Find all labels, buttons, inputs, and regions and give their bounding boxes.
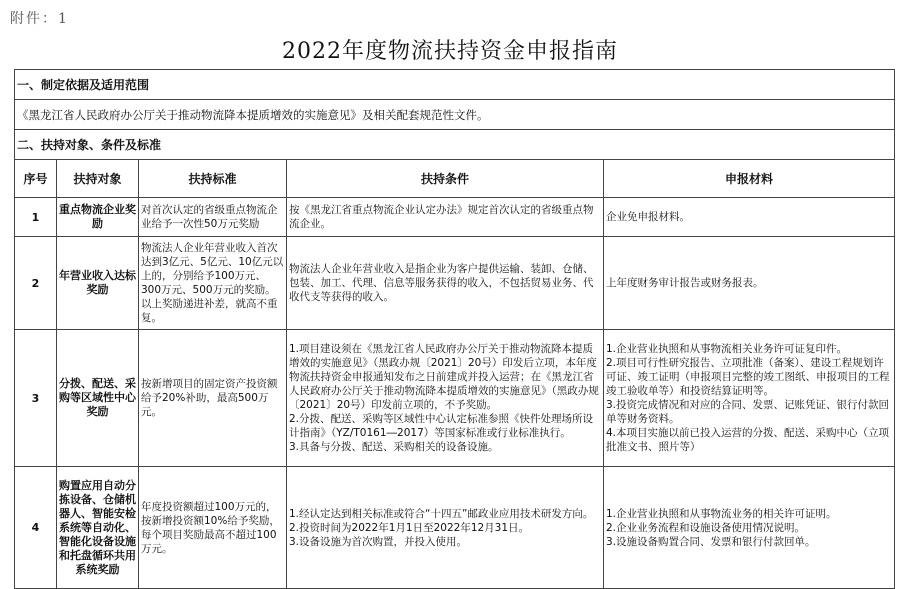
material-item: 4.本项目实施以前已投入运营的分拨、配送、采购中心（立项批准文书、照片等） — [606, 427, 890, 453]
row-standard: 对首次认定的省级重点物流企业给予一次性50万元奖励 — [139, 198, 287, 237]
material-item: 上年度财务审计报告或财务报表。 — [606, 277, 764, 289]
row-standard: 物流法人企业年营业收入首次达到3亿元、5亿元、10亿元以上的，分别给予100万元、300万元、500万元的奖励。以上奖励递进补差，就高不重复。 — [139, 237, 287, 330]
row-target: 购置应用自动分拣设备、仓储机器人、智能安检系统等自动化、智能化设备设施和托盘循环共用系统奖励 — [57, 467, 139, 589]
section1-basis-text: 《黑龙江省人民政府办公厅关于推动物流降本提质增效的实施意见》及相关配套规范性文件。 — [15, 100, 895, 130]
row-standard: 年度投资额超过100万元的，按新增投资额10%给予奖励，每个项目奖励最高不超过100万元。 — [139, 467, 287, 589]
section2-heading: 二、扶持对象、条件及标准 — [15, 130, 895, 160]
row-conditions — [287, 198, 604, 237]
row-materials — [604, 330, 895, 467]
condition-item: 按《黑龙江省重点物流企业认定办法》规定首次认定的省级重点物流企业。 — [289, 204, 594, 230]
material-item: 3.设施设备购置合同、发票和银行付款回单。 — [606, 535, 816, 548]
row-materials — [604, 198, 895, 237]
header-target: 扶持对象 — [57, 160, 139, 198]
header-standard: 扶持标准 — [139, 160, 287, 198]
condition-item: 2.分拨、配送、采购等区域性中心认定标准参照《快件处理场所设计指南》（YZ/T0161―2017）等国家标准或行业标准执行。 — [289, 413, 594, 439]
material-item: 1.企业营业执照和从事物流相关业务许可证复印件。 — [606, 343, 848, 355]
condition-item: 3.设备设施为首次购置，并投入使用。 — [289, 535, 468, 548]
material-item: 2.项目可行性研究报告、立项批准（备案）、建设工程规划许可证、竣工证明（申报项目完整的竣工图纸、申报项目的工程竣工验收单等）和投资结算证明等。 — [606, 357, 890, 397]
table-row — [15, 237, 895, 330]
row-conditions — [287, 237, 604, 330]
condition-item: 2.投资时间为2022年1月1日至2022年12月31日。 — [289, 521, 530, 534]
row-materials — [604, 237, 895, 330]
material-item: 企业免申报材料。 — [606, 211, 690, 223]
condition-item: 1.项目建设须在《黑龙江省人民政府办公厅关于推动物流降本提质增效的实施意见》（黑政办规〔2021〕20号）印发后立项，本年度物流扶持资金申报通知发布之日前建成并投入运营；在《黑龙江省人民政府办公厅关于推动物流降本提质增效的实施意见》（黑政办规〔2021〕20号）印发前立项的，不予奖励。 — [289, 343, 599, 411]
attachment-label: 附件：1 — [10, 11, 69, 27]
row-target: 年营业收入达标奖励 — [57, 237, 139, 330]
header-conditions: 扶持条件 — [287, 160, 604, 198]
table-row — [15, 330, 895, 467]
header-no: 序号 — [15, 160, 57, 198]
row-number: 2 — [15, 237, 57, 330]
section1-heading: 一、制定依据及适用范围 — [15, 70, 895, 100]
table-row — [15, 198, 895, 237]
condition-item: 1.经认定达到相关标准或符合“十四五”邮政业应用技术研发方向。 — [289, 507, 594, 520]
row-materials — [604, 467, 895, 589]
row-conditions — [287, 330, 604, 467]
guide-table — [14, 69, 895, 589]
material-item: 1.企业营业执照和从事物流业务的相关许可证明。 — [606, 507, 837, 520]
row-number: 4 — [15, 467, 57, 589]
table-row — [15, 467, 895, 589]
condition-item: 物流法人企业年营业收入是指企业为客户提供运输、装卸、仓储、包装、加工、代理、信息等服务获得的收入，不包括贸易业务、代收代支等获得的收入。 — [289, 263, 594, 303]
row-target: 重点物流企业奖励 — [57, 198, 139, 237]
row-target: 分拨、配送、采购等区域性中心奖励 — [57, 330, 139, 467]
document-title: 2022年度物流扶持资金申报指南 — [282, 39, 618, 64]
material-item: 3.投资完成情况和对应的合同、发票、记账凭证、银行付款回单等财务资料。 — [606, 399, 890, 425]
row-number: 3 — [15, 330, 57, 467]
condition-item: 3.具备与分拨、配送、采购相关的设备设施。 — [289, 441, 499, 453]
table-header-row — [15, 160, 895, 198]
material-item: 2.企业业务流程和设施设备使用情况说明。 — [606, 521, 806, 534]
row-standard: 按新增项目的固定资产投资额给予20%补助，最高500万元。 — [139, 330, 287, 467]
row-number: 1 — [15, 198, 57, 237]
header-materials: 申报材料 — [604, 160, 895, 198]
row-conditions — [287, 467, 604, 589]
